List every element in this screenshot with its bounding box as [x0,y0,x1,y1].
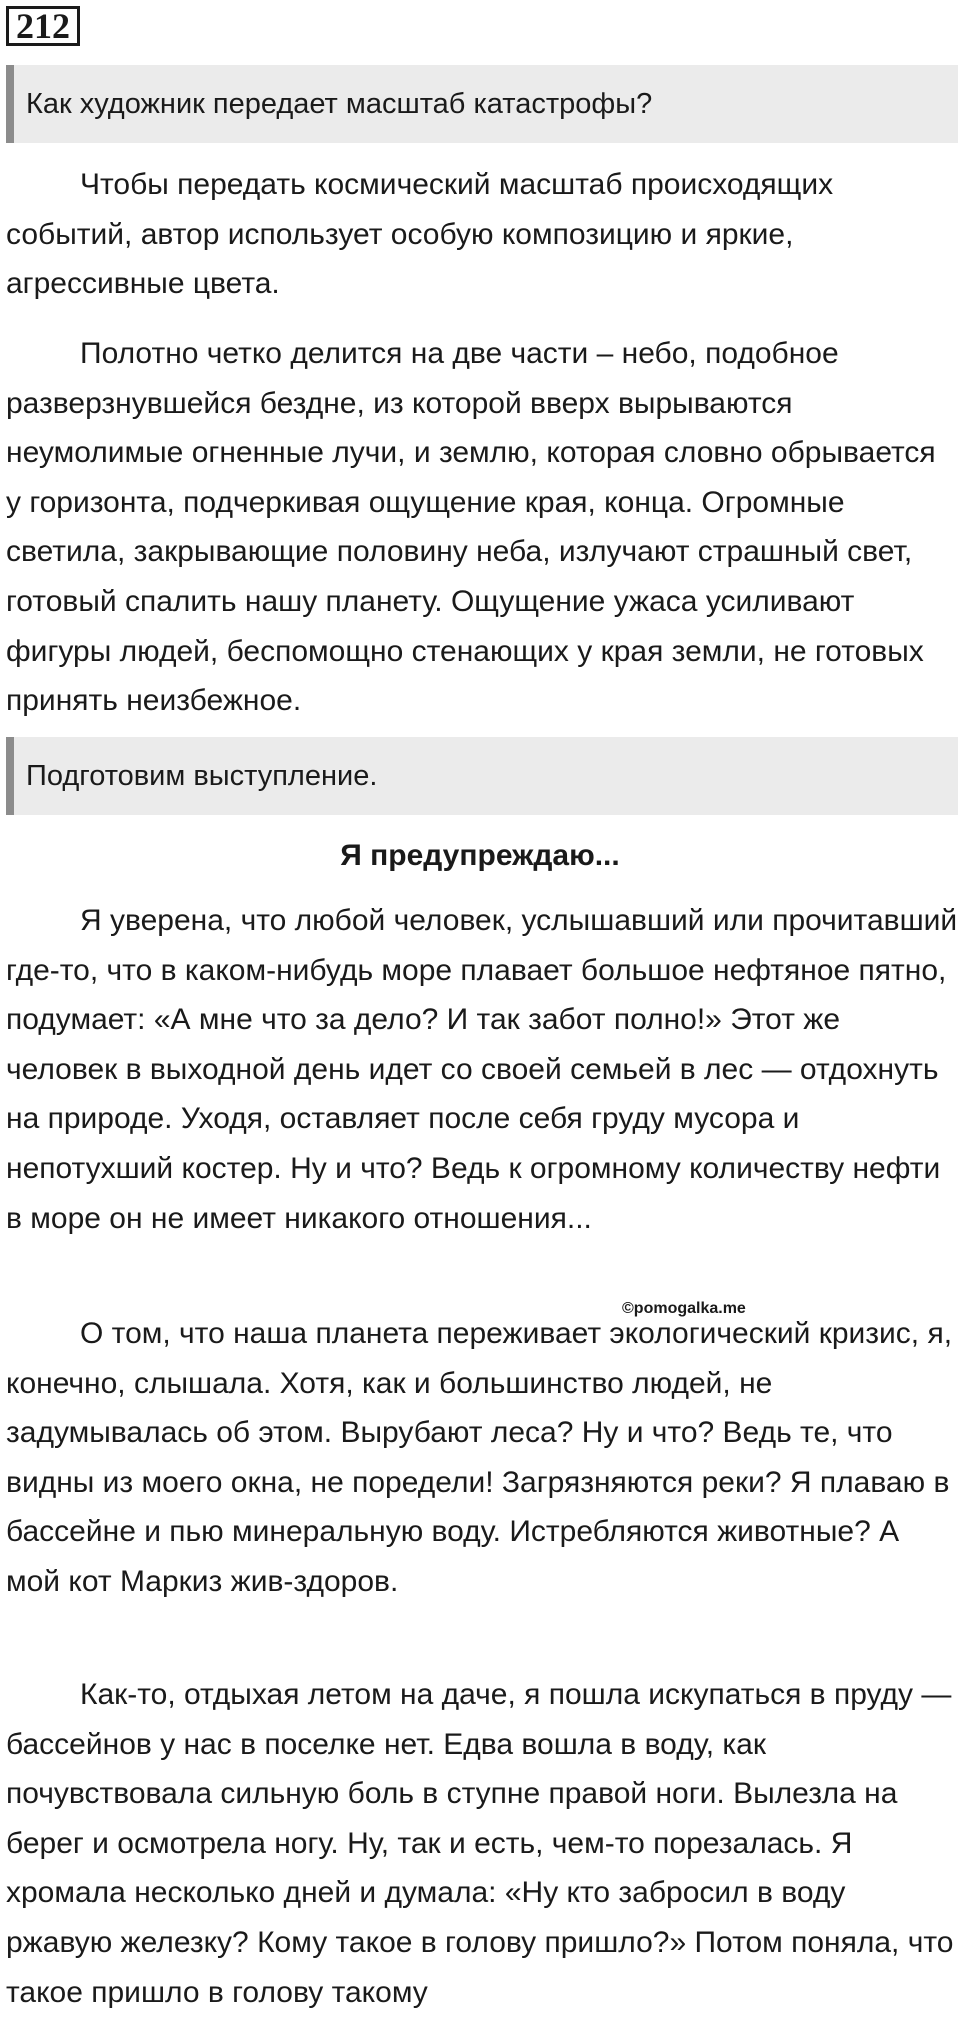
question-box [6,65,958,143]
question-box [6,737,958,815]
watermark: ©pomogalka.me [622,1300,746,1317]
task-number: 212 [6,6,80,46]
answer-paragraph: Чтобы передать космический масштаб происходящих событий, автор использует особую композицию и яркие, агрессивные цвета. [6,168,834,301]
answer-paragraph: Полотно четко делится на две части – небо, подобное разверзнувшейся бездне, из которой вверх вырываются неумолимые огненные лучи, и землю, которая словно обрывается у горизонта, подчеркивая ощущение края, конца. Огромные светила, закрывающие половину неба, излучают страшный свет, готовый спалить нашу планету. Ощущение ужаса усиливают фигуры людей, беспомощно стенающих у края земли, не готовых принять неизбежное. [6,337,936,718]
speech-paragraph: О том, что наша планета переживает экологический кризис, я, конечно, слышала. Хотя, как и большинство людей, не задумывалась об этом. Вырубают леса? Ну и что? Ведь те, что видны из моего окна, не поредели! Загрязняются реки? Я плаваю в бассейне и пью минеральную воду. Истребляются животные? А мой кот Маркиз жив-здоров. [6,1317,953,1598]
question-text: Как художник передает масштаб катастрофы? [26,87,653,120]
speech-paragraph: Как-то, отдыхая летом на даче, я пошла искупаться в пруду — бассейнов у нас в поселке нет. Едва вошла в воду, как почувствовала сильную боль в ступне правой ноги. Вылезла на берег и осмотрела ногу. Ну, так и есть, чем-то порезалась. Я хромала несколько дней и думала: «Ну кто забросил в воду ржавую железку? Кому такое в голову пришло?» Потом поняла, что такое пришло в голову такому [6,1678,954,2009]
speech-title: Я предупреждаю... [340,839,620,872]
question-text: Подготовим выступление. [26,759,378,792]
speech-paragraph: Я уверена, что любой человек, услышавший или прочитавший где-то, что в каком-нибудь море плавает большое нефтяное пятно, подумает: «А мне что за дело? И так забот полно!» Этот же человек в выходной день идет со своей семьей в лес — отдохнуть на природе. Уходя, оставляет после себя груду мусора и непотухший костер. Ну и что? Ведь к огромному количеству нефти в море он не имеет никакого отношения... [6,904,958,1235]
